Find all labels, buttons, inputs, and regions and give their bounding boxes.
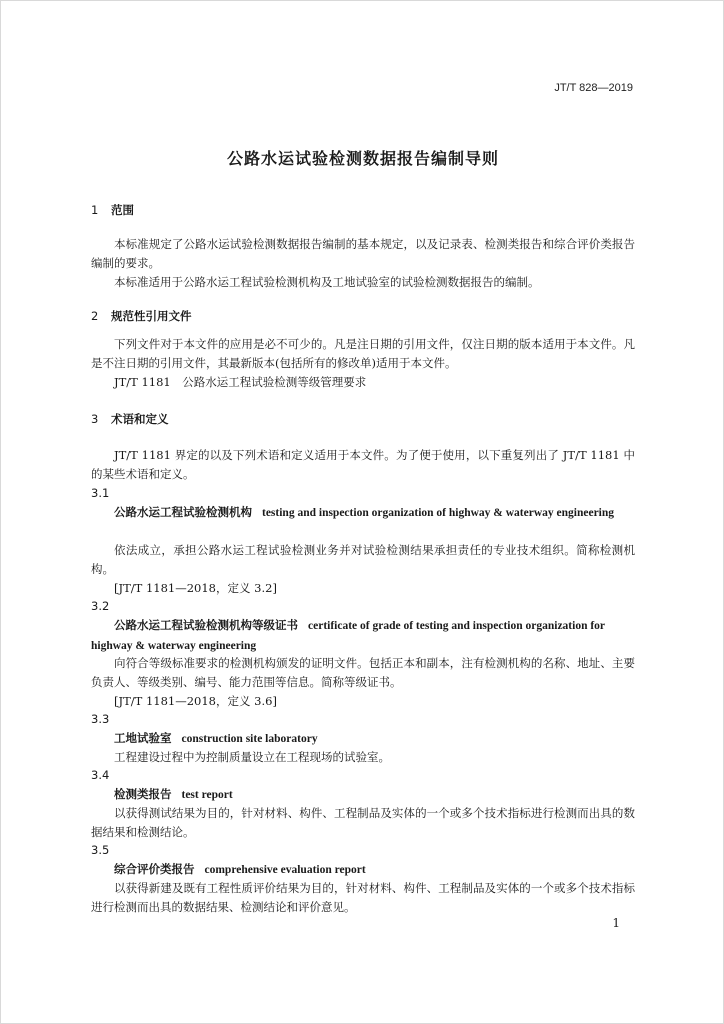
scope-paragraph-1: 本标准规定了公路水运试验检测数据报告编制的基本规定，以及记录表、检测类报告和综合评价类报告编制的要求。 [91,237,635,270]
term-number: 3.3 [91,712,110,726]
standard-code: JT/T 828—2019 [554,82,633,94]
term-heading: 工地试验室 construction site laboratory [114,731,318,745]
section-heading-scope: 1 范围 [91,203,134,217]
term-number: 3.1 [91,486,110,500]
term-definition: 工程建设过程中为控制质量设立在工程现场的试验室。 [114,750,390,764]
term-number: 3.5 [91,843,110,857]
term-number: 3.2 [91,599,110,613]
references-paragraph: 下列文件对于本文件的应用是必不可少的。凡是注日期的引用文件，仅注日期的版本适用于本文件。凡是不注日期的引用文件，其最新版本(包括所有的修改单)适用于本文件。 [91,337,635,370]
term-heading: 综合评价类报告 comprehensive evaluation report [114,862,366,876]
scope-paragraph-2: 本标准适用于公路水运工程试验检测机构及工地试验室的试验检测数据报告的编制。 [114,275,540,289]
term-definition: 以获得测试结果为目的，针对材料、构件、工程制品及实体的一个或多个技术指标进行检测而出具的数据结果和检测结论。 [91,806,635,839]
term-number: 3.4 [91,768,110,782]
section-heading-normative-references: 2 规范性引用文件 [91,309,192,323]
term-heading: 检测类报告 test report [114,787,233,801]
term-definition: 向符合等级标准要求的检测机构颁发的证明文件。包括正本和副本，注有检测机构的名称、地址、主要负责人、等级类别、编号、能力范围等信息。简称等级证书。 [91,656,635,689]
reference-item: JT/T 1181 公路水运工程试验检测等级管理要求 [114,375,367,389]
term-source: [JT/T 1181—2018，定义 3.6] [114,694,277,708]
section-heading-terms: 3 术语和定义 [91,412,169,426]
term-heading: 公路水运工程试验检测机构等级证书 certificate of grade of testing and inspection organization for highway & waterway engineering [91,618,605,652]
terms-intro-paragraph: JT/T 1181 界定的以及下列术语和定义适用于本文件。为了便于使用，以下重复列出了 JT/T 1181 中的某些术语和定义。 [91,448,635,481]
term-heading: 公路水运工程试验检测机构 testing and inspection organization of highway & waterway engineering [114,505,615,519]
term-definition: 以获得新建及既有工程性质评价结果为目的，针对材料、构件、工程制品及实体的一个或多个技术指标进行检测而出具的数据结果、检测结论和评价意见。 [91,881,635,914]
term-source: [JT/T 1181—2018，定义 3.2] [114,581,277,595]
term-definition: 依法成立，承担公路水运工程试验检测业务并对试验检测结果承担责任的专业技术组织。简称检测机构。 [91,543,635,576]
page-number: 1 [612,916,620,930]
document-title: 公路水运试验检测数据报告编制导则 [226,149,499,168]
